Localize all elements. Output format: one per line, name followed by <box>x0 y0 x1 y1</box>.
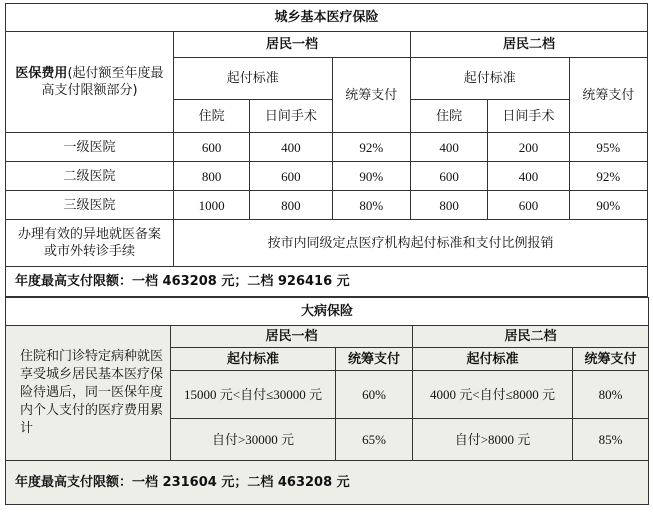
row-header <box>6 32 174 133</box>
cell-value: 85% <box>573 419 649 461</box>
cell-value: 400 <box>410 133 487 162</box>
cell-value: 600 <box>488 191 569 220</box>
limit-mid: 元；二档 <box>216 475 278 490</box>
cell-value: 15000 元<自付≤30000 元 <box>171 371 336 419</box>
hospital-level: 二级医院 <box>6 162 174 191</box>
hospital-level: 三级医院 <box>6 191 174 220</box>
row-header-rest: (起付额至年度最高支付限额部分) <box>41 66 164 98</box>
cell-value: 200 <box>488 133 569 162</box>
limit-suffix: 元 <box>332 274 350 289</box>
critical-tier1-pooled: 统筹支付 <box>336 348 413 371</box>
basic-tier2-daysurgery: 日间手术 <box>488 100 569 133</box>
critical-tier2-header: 居民二档 <box>413 326 649 348</box>
basic-tier1-threshold: 起付标准 <box>173 58 332 100</box>
limit-tier1: 231604 <box>162 475 217 490</box>
basic-tier2-inpatient: 住院 <box>410 100 487 133</box>
basic-tier2-header: 居民二档 <box>410 32 647 58</box>
cell-value: 600 <box>173 133 249 162</box>
row-header-bold: 医保费用 <box>15 66 68 81</box>
cell-value: 92% <box>569 162 647 191</box>
basic-tier2-pooled: 统筹支付 <box>569 58 647 133</box>
cell-value: 自付>30000 元 <box>171 419 336 461</box>
table-row <box>6 162 648 191</box>
cell-value: 800 <box>250 191 332 220</box>
cell-value: 80% <box>573 371 649 419</box>
cell-value: 600 <box>250 162 332 191</box>
cell-value: 自付>8000 元 <box>413 419 573 461</box>
cell-value: 92% <box>332 133 410 162</box>
offsite-label: 办理有效的异地就医备案或市外转诊手续 <box>6 220 174 267</box>
cell-value: 60% <box>336 371 413 419</box>
cell-value: 90% <box>332 162 410 191</box>
limit-tier2: 463208 <box>277 475 333 490</box>
critical-desc: 住院和门诊特定病种就医享受城乡居民基本医疗保险待遇后，同一医保年度内个人支付的医疗费用累计 <box>6 326 171 461</box>
cell-value: 1000 <box>173 191 249 220</box>
limit-prefix: 年度最高支付限额：一档 <box>15 274 163 289</box>
limit-suffix: 元 <box>332 475 350 490</box>
basic-insurance-table <box>5 3 648 297</box>
limit-mid: 元；二档 <box>216 274 278 289</box>
critical-annual-limit <box>6 461 649 505</box>
critical-tier2-threshold: 起付标准 <box>413 348 573 371</box>
critical-tier1-header: 居民一档 <box>171 326 413 348</box>
table-row <box>6 133 648 162</box>
cell-value: 800 <box>410 191 487 220</box>
critical-tier2-pooled: 统筹支付 <box>573 348 649 371</box>
limit-prefix: 年度最高支付限额：一档 <box>15 475 163 490</box>
table-row <box>6 191 648 220</box>
critical-illness-table <box>5 297 649 505</box>
offsite-text: 按市内同级定点医疗机构起付标准和支付比例报销 <box>173 220 647 267</box>
limit-tier1: 463208 <box>162 274 217 289</box>
cell-value: 80% <box>332 191 410 220</box>
cell-value: 95% <box>569 133 647 162</box>
cell-value: 400 <box>250 133 332 162</box>
basic-tier1-inpatient: 住院 <box>173 100 249 133</box>
basic-tier2-threshold: 起付标准 <box>410 58 569 100</box>
basic-title: 城乡基本医疗保险 <box>6 4 648 32</box>
basic-tier1-header: 居民一档 <box>173 32 410 58</box>
limit-tier2: 926416 <box>277 274 333 289</box>
hospital-level: 一级医院 <box>6 133 174 162</box>
basic-tier1-daysurgery: 日间手术 <box>250 100 332 133</box>
cell-value: 90% <box>569 191 647 220</box>
cell-value: 800 <box>173 162 249 191</box>
basic-tier1-pooled: 统筹支付 <box>332 58 410 133</box>
cell-value: 600 <box>410 162 487 191</box>
critical-tier1-threshold: 起付标准 <box>171 348 336 371</box>
cell-value: 4000 元<自付≤8000 元 <box>413 371 573 419</box>
cell-value: 400 <box>488 162 569 191</box>
cell-value: 65% <box>336 419 413 461</box>
basic-annual-limit <box>6 267 648 297</box>
critical-title: 大病保险 <box>6 298 649 326</box>
